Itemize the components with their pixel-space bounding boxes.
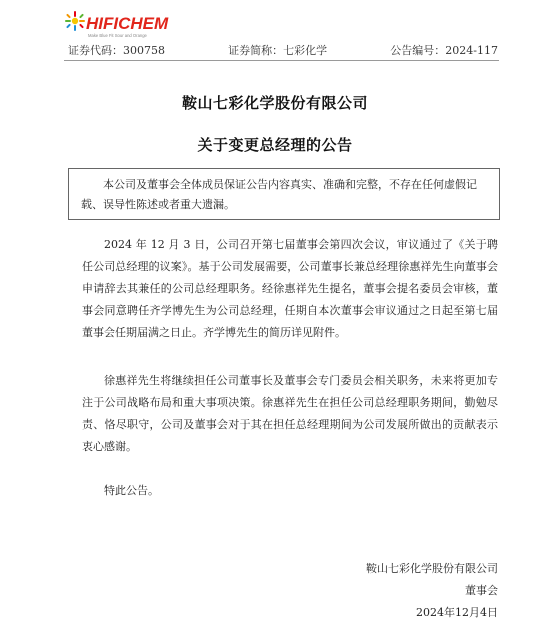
announcement-number: 公告编号：2024-117 — [390, 44, 498, 57]
announcement-title: 关于变更总经理的公告 — [197, 136, 353, 154]
closing-statement: 特此公告。 — [104, 484, 159, 497]
body-paragraph-2: 徐惠祥先生将继续担任公司董事长及董事会专门委员会相关职务，未来将更加专注于公司战略布局和重大事项决策。徐惠祥先生在担任公司总经理职务期间，勤勉尽责、恪尽职守，公司及董事会对于其在担任总经理期间为公司发展所做出的贡献表示衷心感谢。 — [82, 374, 498, 453]
signature-board: 董事会 — [465, 584, 498, 597]
logo-tagline: Make Blue Fit Sour and Orange — [88, 33, 147, 38]
signature-date: 2024年12月4日 — [416, 606, 498, 619]
securities-abbr: 证券简称：七彩化学 — [228, 44, 328, 57]
company-title: 鞍山七彩化学股份有限公司 — [181, 94, 368, 112]
body-paragraph-1: 2024 年 12 月 3 日，公司召开第七届董事会第四次会议，审议通过了《关于聘任公司总经理的议案》。基于公司发展需要，公司董事长兼总经理徐惠祥先生向董事会申请辞去其兼任的公司总经理职务。经徐惠祥先生提名，董事会提名委员会审核，董事会同意聘任齐学博先生为公司总经理，任期自本次董事会审议通过之日起至第七届董事会任期届满之日止。齐学博先生的简历详见附件。 — [82, 238, 498, 339]
disclaimer-box: 本公司及董事会全体成员保证公告内容真实、准确和完整，不存在任何虚假记载、误导性陈述或者重大遗漏。 — [68, 168, 500, 220]
signature-company: 鞍山七彩化学股份有限公司 — [366, 562, 498, 575]
sunburst-logo-icon — [65, 11, 85, 31]
header-divider — [64, 60, 499, 61]
company-logo — [64, 10, 184, 40]
securities-code: 证券代码：300758 — [68, 44, 165, 57]
logo-text: HIFICHEM — [86, 14, 169, 33]
header-info-row — [68, 42, 498, 58]
